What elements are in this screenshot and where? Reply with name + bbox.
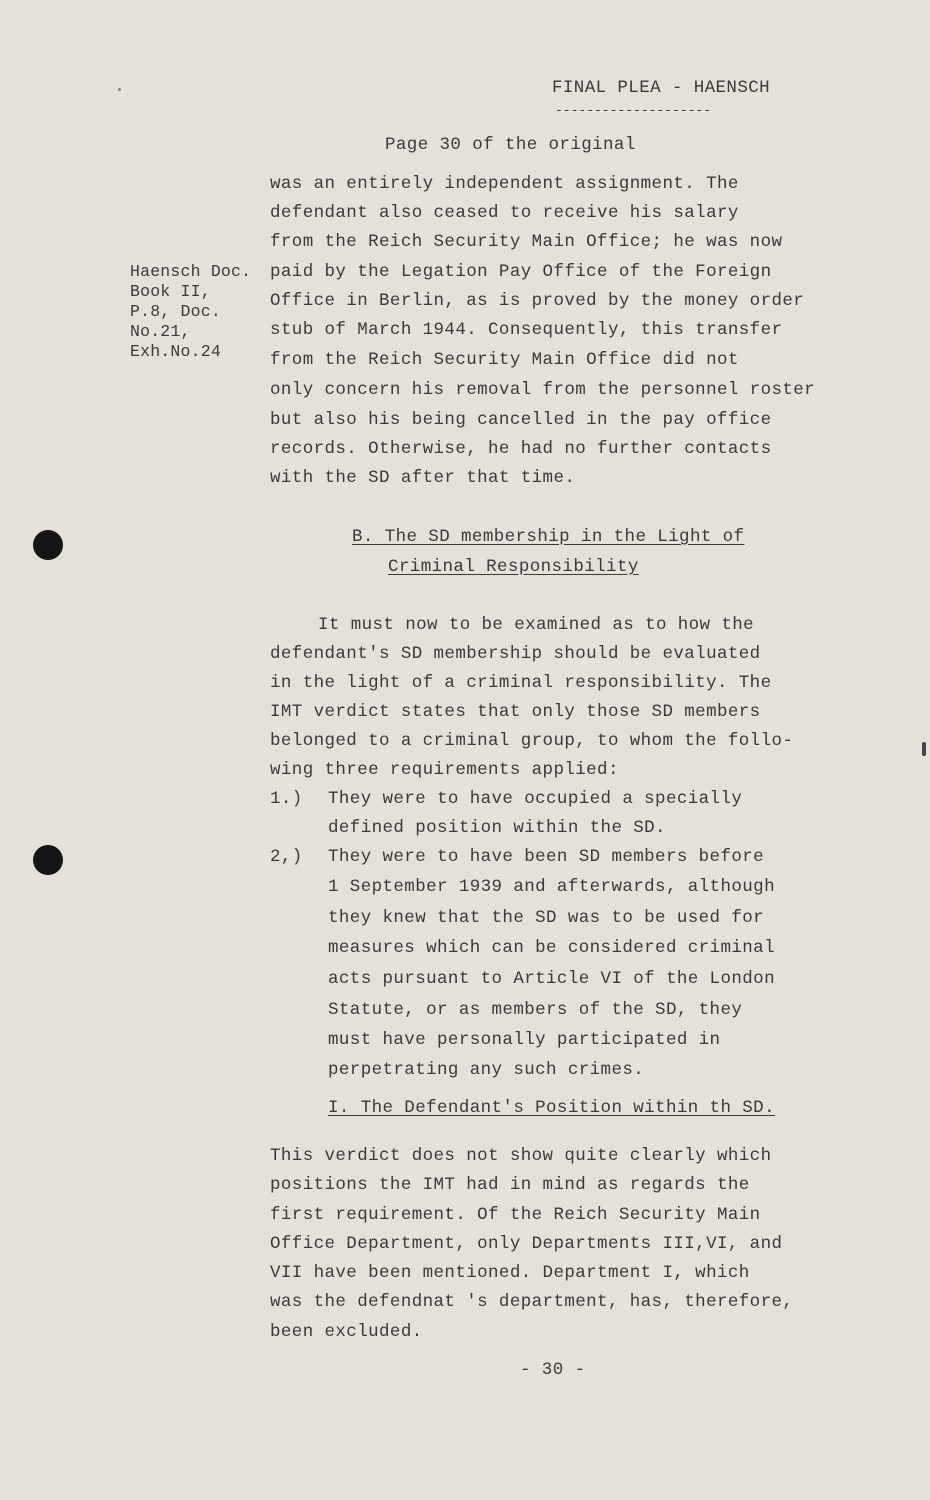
paragraph-line: but also his being cancelled in the pay office (270, 410, 772, 430)
punch-hole (33, 530, 63, 560)
section-heading: B. The SD membership in the Light of (352, 527, 745, 547)
paragraph-line: wing three requirements applied: (270, 760, 619, 780)
list-item-line: defined position within the SD. (328, 818, 666, 838)
paragraph-line: defendant also ceased to receive his salary (270, 203, 739, 223)
paragraph-line: records. Otherwise, he had no further contacts (270, 439, 772, 459)
page-reference: Page 30 of the original (385, 135, 636, 155)
margin-note-line: No.21, (130, 322, 191, 341)
list-item-line: perpetrating any such crimes. (328, 1060, 645, 1080)
paragraph-line: was an entirely independent assignment. The (270, 174, 739, 194)
list-item-line: Statute, or as members of the SD, they (328, 1000, 743, 1020)
list-item-line: they knew that the SD was to be used for (328, 908, 765, 928)
list-item-line: They were to have been SD members before (328, 847, 765, 867)
paragraph-line: from the Reich Security Main Office did not (270, 350, 739, 370)
speck (118, 88, 121, 91)
paragraph-line: VII have been mentioned. Department I, which (270, 1263, 750, 1283)
paragraph-line: paid by the Legation Pay Office of the Foreign (270, 262, 772, 282)
paragraph-line: defendant's SD membership should be evaluated (270, 644, 761, 664)
margin-note-line: Book II, (130, 282, 211, 301)
paragraph-line: been excluded. (270, 1322, 423, 1342)
paragraph-line: IMT verdict states that only those SD members (270, 702, 761, 722)
paragraph-line: with the SD after that time. (270, 468, 576, 488)
margin-note-line: Haensch Doc. (130, 262, 252, 281)
paragraph-line: in the light of a criminal responsibility. The (270, 673, 772, 693)
punch-hole (33, 845, 63, 875)
paragraph-line: from the Reich Security Main Office; he was now (270, 232, 783, 252)
list-number: 1.) (270, 789, 303, 809)
paragraph-line: positions the IMT had in mind as regards the (270, 1175, 750, 1195)
header-rule: -------------------- (555, 103, 712, 118)
paragraph-line: stub of March 1944. Consequently, this transfer (270, 320, 783, 340)
header-title: FINAL PLEA - HAENSCH (552, 78, 771, 98)
list-item-line: measures which can be considered criminal (328, 938, 775, 958)
margin-note-line: P.8, Doc. (130, 302, 221, 321)
paragraph-line: This verdict does not show quite clearly which (270, 1146, 772, 1166)
list-item-line: acts pursuant to Article VI of the London (328, 969, 775, 989)
list-item-line: 1 September 1939 and afterwards, although (328, 877, 775, 897)
paragraph-line: only concern his removal from the personnel roster (270, 380, 816, 400)
subsection-heading: I. The Defendant's Position within th SD. (328, 1098, 775, 1118)
paragraph-line: first requirement. Of the Reich Security Main (270, 1205, 761, 1225)
list-item-line: They were to have occupied a specially (328, 789, 743, 809)
paragraph-line: Office Department, only Departments III,VI, and (270, 1234, 783, 1254)
paragraph-line: belonged to a criminal group, to whom the follo- (270, 731, 794, 751)
page-number: - 30 - (520, 1360, 586, 1380)
paragraph-line: It must now to be examined as to how the (318, 615, 755, 635)
edge-mark (922, 742, 926, 756)
list-item-line: must have personally participated in (328, 1030, 721, 1050)
paragraph-line: Office in Berlin, as is proved by the money order (270, 291, 805, 311)
list-number: 2,) (270, 847, 303, 867)
section-heading: Criminal Responsibility (388, 557, 639, 577)
margin-note-line: Exh.No.24 (130, 342, 221, 361)
paragraph-line: was the defendnat 's department, has, therefore, (270, 1292, 794, 1312)
